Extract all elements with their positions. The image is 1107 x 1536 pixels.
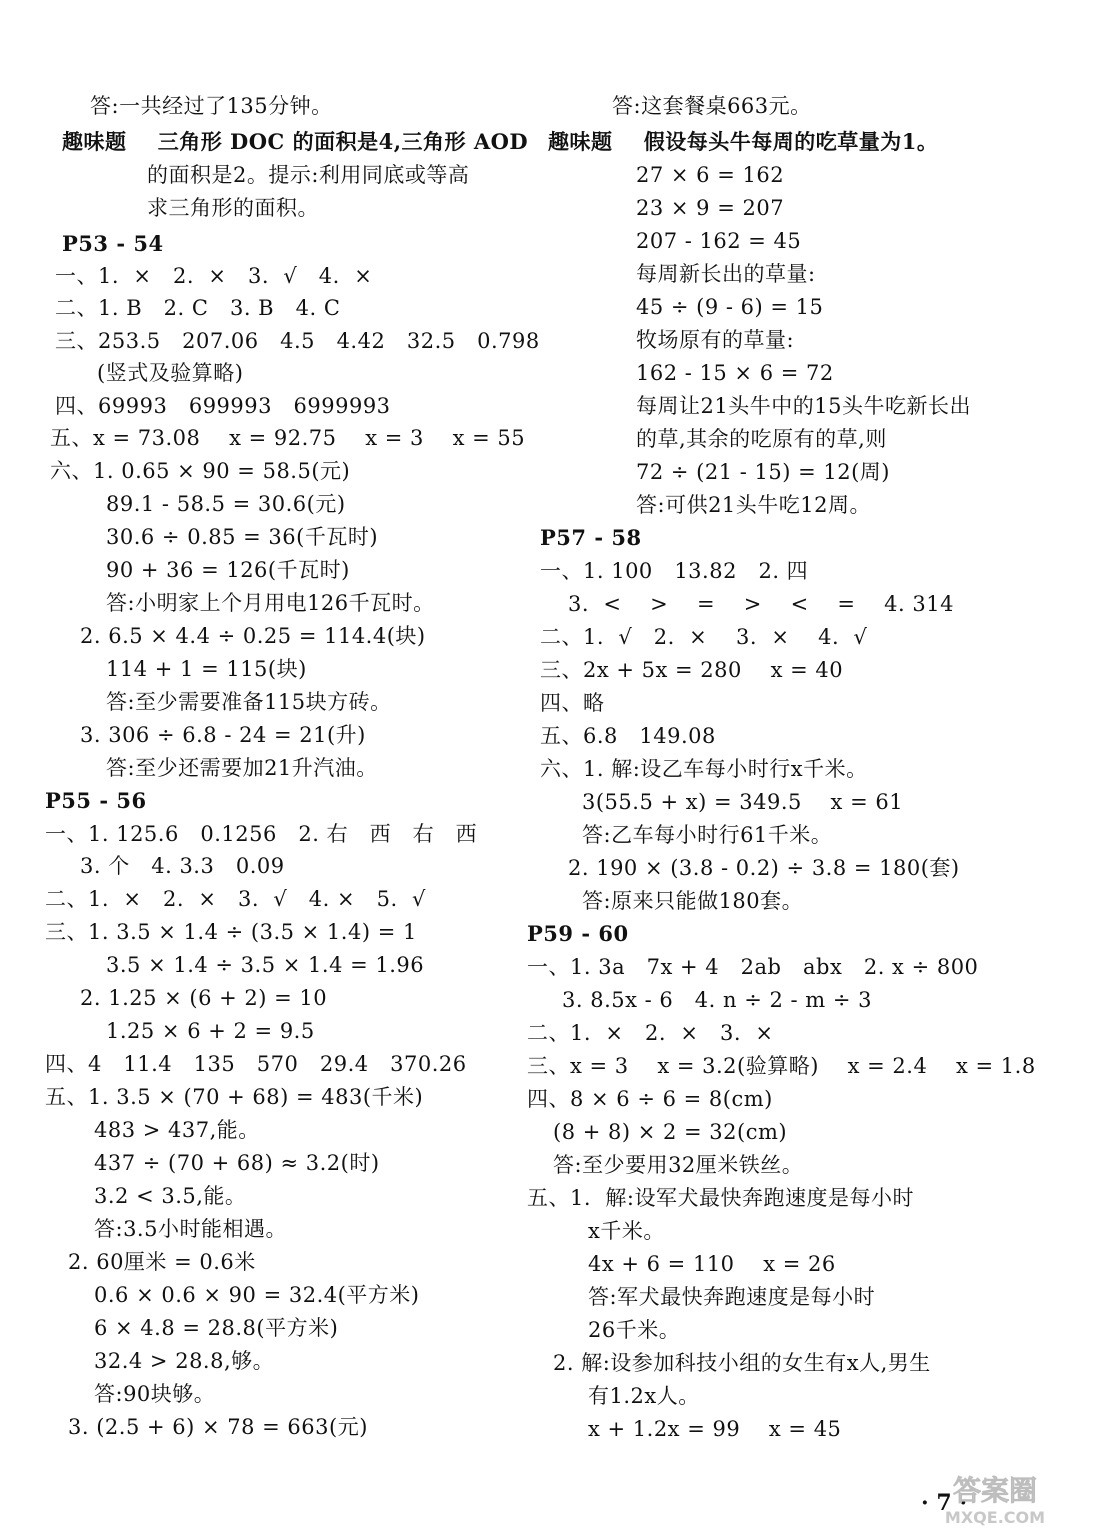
svg-text:MXQE.COM: MXQE.COM [944, 1508, 1046, 1527]
right-line: 45 ÷ (9 - 6) = 15 [636, 295, 824, 319]
right-line: 每周让21头牛中的15头牛吃新长出 [636, 394, 971, 418]
right-line: P59 - 60 [527, 921, 629, 946]
right-line: 72 ÷ (21 - 15) = 12(周) [636, 460, 890, 484]
page-number: · 7 · [921, 1490, 967, 1516]
right-line: 27 × 6 = 162 [636, 163, 785, 187]
right-line: 牧场原有的草量: [636, 328, 795, 352]
left-line: 437 ÷ (70 + 68) ≈ 3.2(时) [94, 1151, 380, 1175]
right-line: 2. 解:设参加科技小组的女生有x人,男生 [553, 1351, 931, 1375]
left-line: 趣味题 三角形 DOC 的面积是4,三角形 AOD [62, 129, 529, 154]
left-line: 答:90块够。 [94, 1382, 216, 1406]
right-line: 答:至少要用32厘米铁丝。 [553, 1153, 804, 1177]
left-line: 五、1. 3.5 × (70 + 68) = 483(千米) [45, 1085, 424, 1109]
right-line: 2. 190 × (3.8 - 0.2) ÷ 3.8 = 180(套) [568, 856, 960, 880]
left-line: 6 × 4.8 = 28.8(平方米) [94, 1316, 339, 1340]
right-line: 3. < > = > < = 4. 314 [568, 592, 954, 616]
left-line: 90 + 36 = 126(千瓦时) [106, 558, 350, 582]
left-line: 五、x = 73.08 x = 92.75 x = 3 x = 55 [50, 426, 526, 450]
left-line: 3.5 × 1.4 ÷ 3.5 × 1.4 = 1.96 [106, 953, 425, 977]
left-line: 2. 6.5 × 4.4 ÷ 0.25 = 114.4(块) [80, 624, 426, 648]
left-line: 答:至少还需要加21升汽油。 [106, 756, 378, 780]
left-line: 一、1. 125.6 0.1256 2. 右 西 右 西 [45, 822, 478, 846]
left-line: 六、1. 0.65 × 90 = 58.5(元) [50, 459, 351, 483]
left-line: 32.4 > 28.8,够。 [94, 1349, 275, 1373]
right-line: P57 - 58 [540, 525, 642, 550]
right-line: 四、8 × 6 ÷ 6 = 8(cm) [527, 1087, 773, 1111]
right-line: 26千米。 [588, 1318, 681, 1342]
right-line: 二、1. × 2. × 3. × [527, 1021, 774, 1045]
right-line: 162 - 15 × 6 = 72 [636, 361, 834, 385]
left-line: 2. 60厘米 = 0.6米 [68, 1250, 256, 1274]
left-line: 答:一共经过了135分钟。 [90, 94, 333, 118]
right-line: 五、6.8 149.08 [540, 724, 716, 748]
right-line: 3. 8.5x - 6 4. n ÷ 2 - m ÷ 3 [562, 988, 872, 1012]
right-line: x + 1.2x = 99 x = 45 [588, 1417, 842, 1441]
right-line: 五、1. 解:设军犬最快奔跑速度是每小时 [527, 1186, 914, 1210]
left-line: 答:小明家上个月用电126千瓦时。 [106, 591, 435, 615]
right-line: 三、x = 3 x = 3.2(验算略) x = 2.4 x = 1.8 [527, 1054, 1036, 1078]
left-line: 答:3.5小时能相遇。 [94, 1217, 287, 1241]
right-line: 每周新长出的草量: [636, 262, 816, 286]
left-line: 的面积是2。提示:利用同底或等高 [147, 163, 470, 187]
left-line: 二、1. B 2. C 3. B 4. C [55, 296, 341, 320]
right-line: 二、1. √ 2. × 3. × 4. √ [540, 625, 868, 649]
left-line: 114 + 1 = 115(块) [106, 657, 307, 681]
left-line: 89.1 - 58.5 = 30.6(元) [106, 492, 346, 516]
right-line: 一、1. 3a 7x + 4 2ab abx 2. x ÷ 800 [527, 955, 979, 979]
left-line: 四、4 11.4 135 570 29.4 370.26 [45, 1052, 467, 1076]
right-line: 有1.2x人。 [588, 1384, 700, 1408]
left-line: 答:至少需要准备115块方砖。 [106, 690, 392, 714]
right-line: 答:可供21头牛吃12周。 [636, 493, 872, 517]
right-line: 3(55.5 + x) = 349.5 x = 61 [582, 790, 904, 814]
left-line: 30.6 ÷ 0.85 = 36(千瓦时) [106, 525, 379, 549]
right-line: 4x + 6 = 110 x = 26 [588, 1252, 836, 1276]
right-line: 四、略 [540, 691, 605, 715]
right-line: 答:军犬最快奔跑速度是每小时 [588, 1285, 876, 1309]
right-line: 23 × 9 = 207 [636, 196, 785, 220]
left-line: 3.2 < 3.5,能。 [94, 1184, 247, 1208]
right-line: 六、1. 解:设乙车每小时行x千米。 [540, 757, 868, 781]
right-line: x千米。 [588, 1219, 665, 1243]
left-line: 二、1. × 2. × 3. √ 4. × 5. √ [45, 887, 426, 911]
left-line: P55 - 56 [45, 788, 147, 813]
left-line: 求三角形的面积。 [147, 196, 319, 220]
watermark-logo [895, 1468, 1095, 1530]
right-line: 的草,其余的吃原有的草,则 [636, 427, 887, 451]
right-line: 趣味题 假设每头牛每周的吃草量为1。 [548, 129, 939, 154]
svg-text:答案圈: 答案圈 [952, 1474, 1038, 1507]
left-line: 三、253.5 207.06 4.5 4.42 32.5 0.798 [55, 329, 540, 353]
left-line: P53 - 54 [62, 231, 164, 256]
right-line: 三、2x + 5x = 280 x = 40 [540, 658, 844, 682]
left-line: 0.6 × 0.6 × 90 = 32.4(平方米) [94, 1283, 420, 1307]
left-line: 3. (2.5 + 6) × 78 = 663(元) [68, 1415, 368, 1439]
right-line: 207 - 162 = 45 [636, 229, 802, 253]
right-line: 答:乙车每小时行61千米。 [582, 823, 833, 847]
right-line: 答:原来只能做180套。 [582, 889, 804, 913]
right-line: (8 + 8) × 2 = 32(cm) [553, 1120, 788, 1144]
left-line: (竖式及验算略) [97, 361, 244, 385]
left-line: 483 > 437,能。 [94, 1118, 260, 1142]
left-line: 3. 306 ÷ 6.8 - 24 = 21(升) [80, 723, 366, 747]
right-line: 答:这套餐桌663元。 [612, 94, 812, 118]
right-line: 一、1. 100 13.82 2. 四 [540, 559, 809, 583]
left-line: 四、69993 699993 6999993 [55, 394, 391, 418]
left-line: 1.25 × 6 + 2 = 9.5 [106, 1019, 315, 1043]
left-line: 三、1. 3.5 × 1.4 ÷ (3.5 × 1.4) = 1 [45, 920, 417, 944]
left-line: 一、1. × 2. × 3. √ 4. × [55, 264, 373, 288]
left-line: 3. 个 4. 3.3 0.09 [80, 854, 285, 878]
left-line: 2. 1.25 × (6 + 2) = 10 [80, 986, 328, 1010]
